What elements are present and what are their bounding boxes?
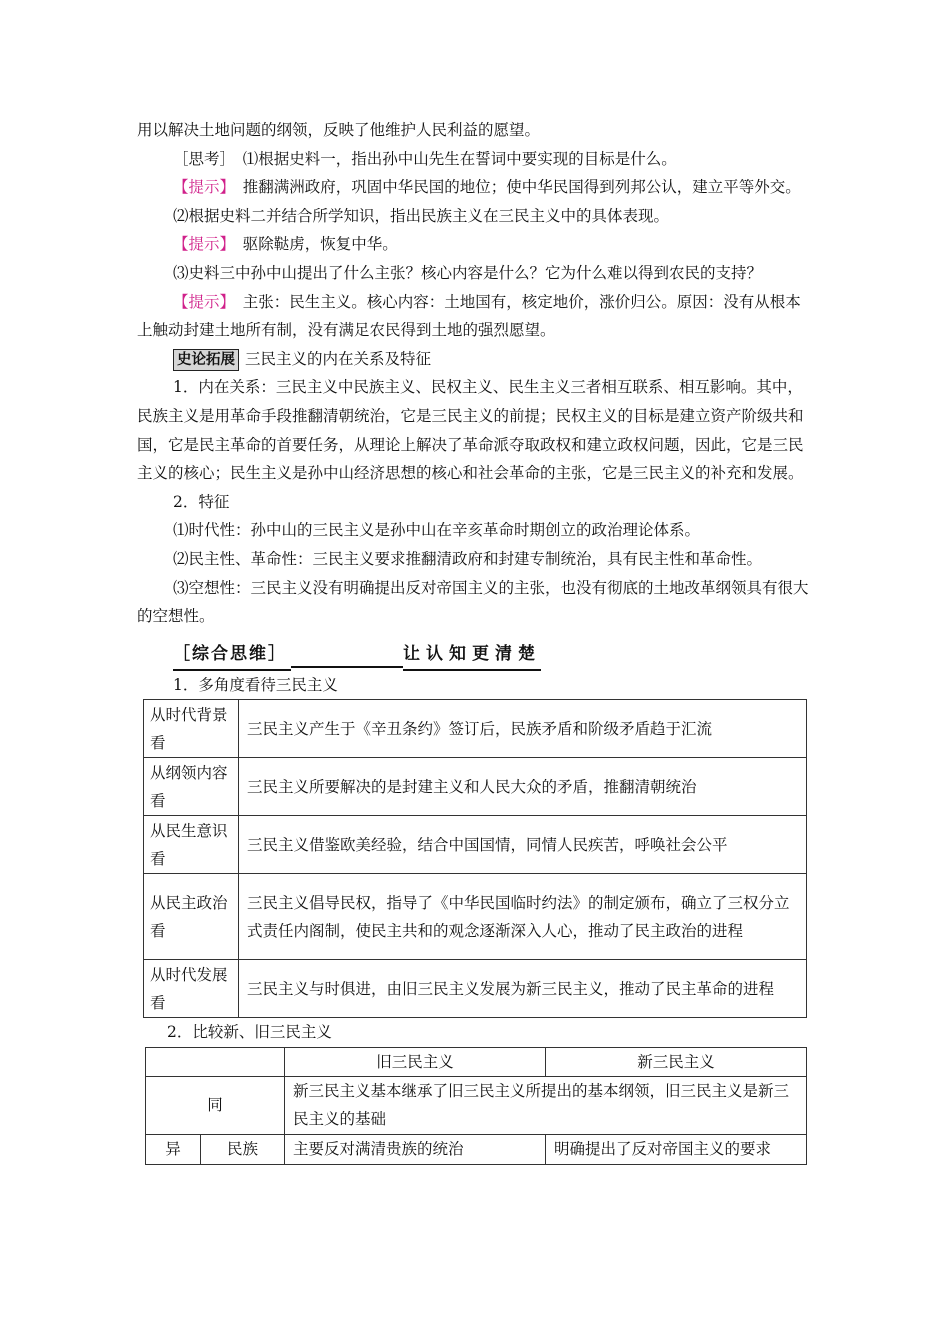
question-1 — [137, 145, 813, 174]
table-cell-value: 三民主义所要解决的是封建主义和人民大众的矛盾，推翻清朝统治 — [239, 758, 807, 816]
answer-2 — [137, 230, 813, 259]
table-row — [144, 816, 807, 874]
same-text: 新三民主义基本继承了旧三民主义所提出的基本纲领，旧三民主义是新三民主义的基础 — [285, 1076, 807, 1134]
diff-key: 民族 — [201, 1134, 285, 1164]
table-cell-key: 从民主政治看 — [144, 874, 239, 960]
table-cell-value: 三民主义借鉴欧美经验，结合中国国情，同情人民疾苦，呼唤社会公平 — [239, 816, 807, 874]
diff-new: 明确提出了反对帝国主义的要求 — [546, 1134, 807, 1164]
expand-item-2: 2．特征 — [173, 492, 230, 511]
answer-3 — [137, 288, 813, 345]
table-row — [144, 758, 807, 816]
expand-item-1: 1．内在关系：三民主义中民族主义、民权主义、民生主义三者相互联系、相互影响。其中，民族主义是用革命手段推翻清朝统治，它是三民主义的前提；民权主义的目标是建立资产阶级共和国，它是民主革命的首要任务，从理论上解决了革命派夺取政权和建立政权问题，因此，它是三民主义的核心；民生主义是孙中山经济思想的核心和社会革命的主张，它是三民主义的补充和发展。 — [137, 378, 804, 483]
diff-old: 主要反对满清贵族的统治 — [285, 1134, 546, 1164]
document-page — [137, 116, 813, 1165]
question-3: ⑶史料三中孙中山提出了什么主张？核心内容是什么？它为什么难以得到农民的支持？ — [173, 263, 763, 282]
table-cell-key: 从民生意识看 — [144, 816, 239, 874]
expand-heading — [137, 345, 813, 374]
banner-tag: ［综合思维］ — [173, 640, 291, 672]
answer-2-text: 驱除鞑虏，恢复中华。 — [242, 235, 398, 254]
table-corner-cell — [146, 1047, 285, 1076]
feature-3: ⑶空想性：三民主义没有明确提出反对帝国主义的主张，也没有彻底的土地改革纲领具有很大的空想性。 — [137, 578, 809, 626]
paragraph: 用以解决土地问题的纲领，反映了他维护人民利益的愿望。 — [137, 121, 541, 139]
question-2: ⑵根据史料二并结合所学知识，指出民族主义在三民主义中的具体表现。 — [173, 206, 670, 225]
answer-1 — [137, 173, 813, 202]
table2-heading: 2．比较新、旧三民主义 — [167, 1023, 332, 1042]
expand-tag: 史论拓展 — [173, 349, 239, 371]
table-row — [144, 700, 807, 758]
expand-title: 三民主义的内在关系及特征 — [245, 349, 432, 368]
table-cell-key: 从时代背景看 — [144, 700, 239, 758]
table-cell-value: 三民主义倡导民权，指导了《中华民国临时约法》的制定颁布，确立了三权分立式责任内阁制，使民主共和的观念逐渐深入人心，推动了民主政治的进程 — [239, 874, 807, 960]
diff-label: 异 — [146, 1134, 201, 1164]
table-row — [144, 874, 807, 960]
hint-label: 【提示】 — [173, 235, 228, 254]
table-cell-key: 从时代发展看 — [144, 960, 239, 1018]
feature-1: ⑴时代性：孙中山的三民主义是孙中山在辛亥革命时期创立的政治理论体系。 — [173, 521, 701, 540]
same-label: 同 — [146, 1076, 285, 1134]
banner-subtitle: 让认知更清楚 — [403, 640, 541, 672]
section-banner — [173, 641, 813, 671]
question-1-text: ⑴根据史料一，指出孙中山先生在誓词中要实现的目标是什么。 — [242, 149, 677, 168]
feature-2: ⑵民主性、革命性：三民主义要求推翻清政府和封建专制统治，具有民主性和革命性。 — [173, 549, 763, 568]
answer-3-text: 主张：民生主义。核心内容：土地国有，核定地价，涨价归公。原因：没有从根本上触动封建土地所有制，没有满足农民得到土地的强烈愿望。 — [137, 292, 801, 340]
hint-label: 【提示】 — [173, 292, 228, 311]
table1-heading: 1．多角度看待三民主义 — [173, 675, 338, 694]
table-cell-value: 三民主义与时俱进，由旧三民主义发展为新三民主义，推动了民主革命的进程 — [239, 960, 807, 1018]
hint-label: 【提示】 — [173, 178, 228, 197]
table-cell-key: 从纲领内容看 — [144, 758, 239, 816]
answer-1-text: 推翻满洲政府，巩固中华民国的地位；使中华民国得到列邦公认，建立平等外交。 — [242, 178, 801, 197]
table-header-row — [146, 1047, 807, 1076]
table-cell-value: 三民主义产生于《辛丑条约》签订后，民族矛盾和阶级矛盾趋于汇流 — [239, 700, 807, 758]
think-label: ［思考］ — [173, 149, 228, 168]
comparison-table — [145, 1047, 807, 1165]
col-old-header: 旧三民主义 — [285, 1047, 546, 1076]
col-new-header: 新三民主义 — [546, 1047, 807, 1076]
banner-divider — [291, 644, 403, 668]
table-row — [146, 1076, 807, 1134]
perspective-table — [143, 699, 807, 1018]
table-row — [144, 960, 807, 1018]
table-row — [146, 1134, 807, 1164]
